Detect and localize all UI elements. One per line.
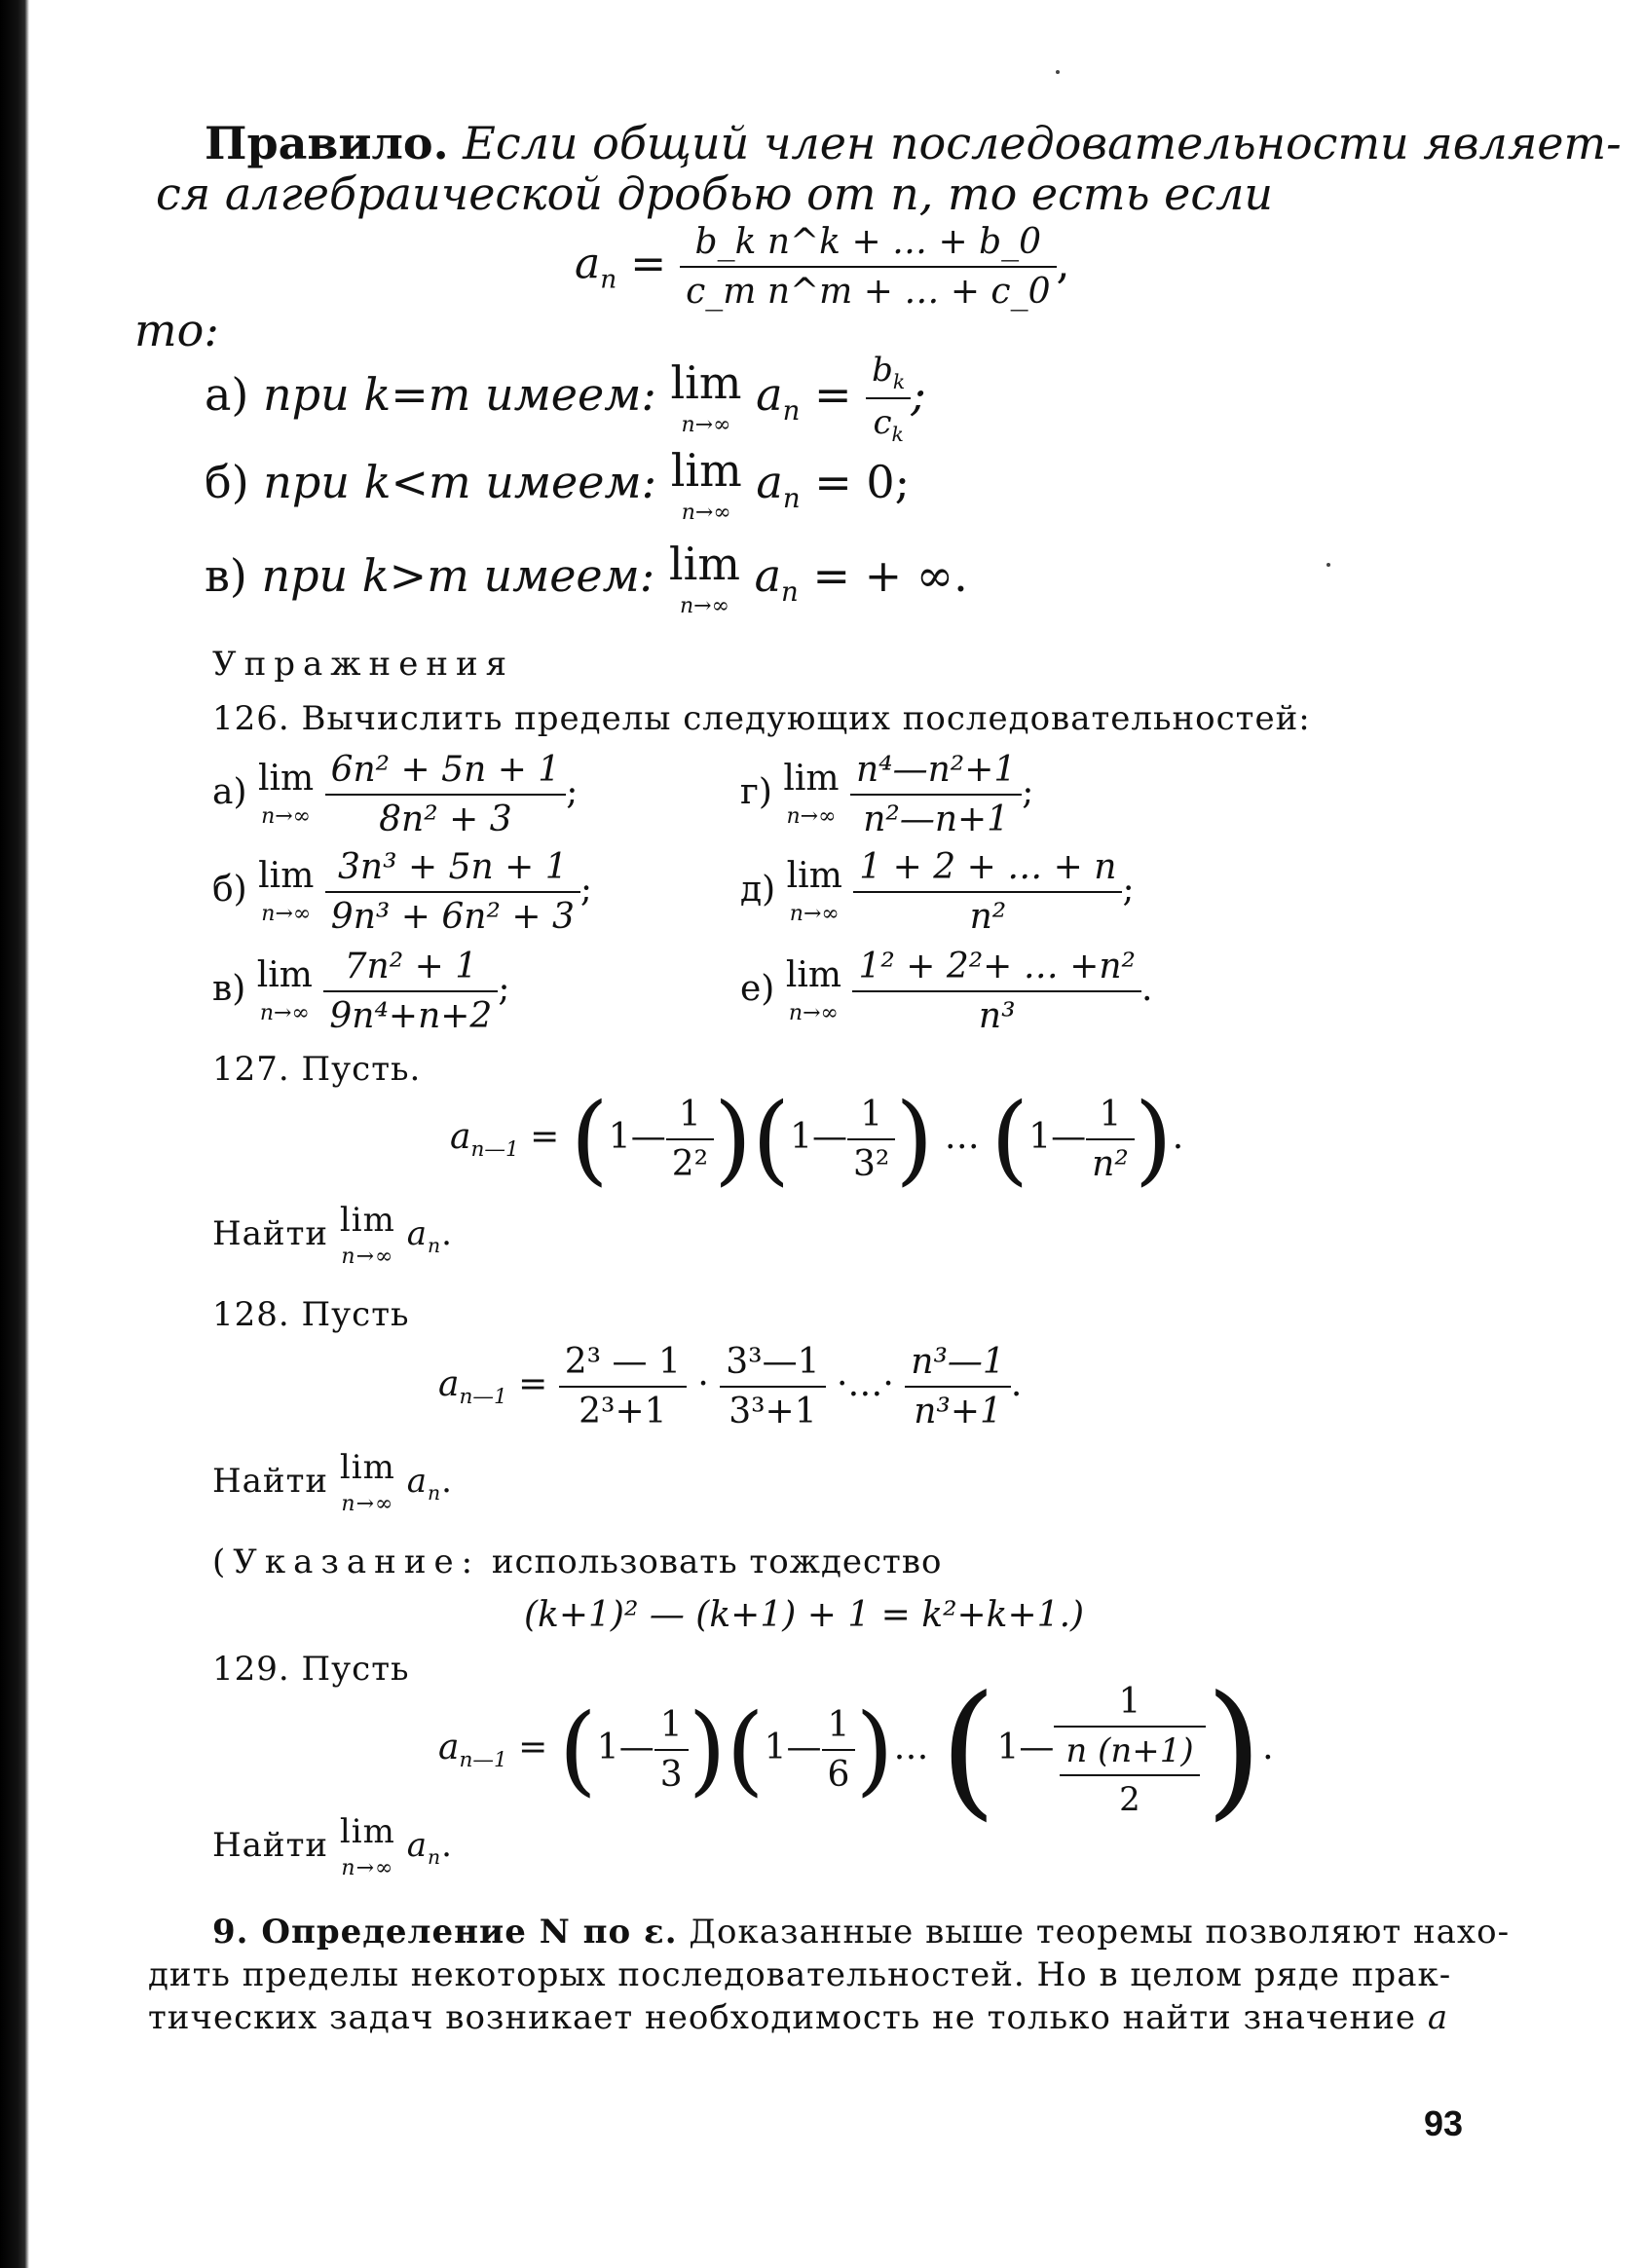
ex126-statement: 126. Вычислить пределы следующих последовательностей: xyxy=(212,699,1311,738)
ex128-statement: 128. Пусть xyxy=(212,1295,410,1334)
ex126-item-b: б) lim n→∞ $\frac{\text{3n³ + 5n + 1}}{\text{9n³ + 6n² + 3}}$ ; xyxy=(212,847,592,937)
section9-line-2: дить пределы некоторых последовательностей. Но в целом ряде прак- xyxy=(148,1955,1452,1994)
section9-line-3: тических задач возникает необходимость не только найти значение a xyxy=(148,1998,1449,2037)
ex126-item-d: г) lim n→∞ $\frac{\text{n⁴—n²+1}}{\text{n²—n+1}}$ ; xyxy=(740,750,1034,839)
ex127-formula: $a_{n—1}$ = (1— $\frac{1}{\text{2²}}$ )(1— $\frac{1}{\text{3²}}$ ) … (1— $\frac{1}{\text{n²}}$ ). xyxy=(450,1082,1184,1196)
book-spine-shadow xyxy=(0,0,29,2268)
section9-line-1: 9. Определение N по ε. Доказанные выше теоремы позволяют нахо- xyxy=(212,1913,1511,1952)
rule-fraction: $\frac{\text{b\_k n\textasciicircum{}k + … + b\_0}}{\text{c\_m n\textasciicircum{}m + … + c\_0}}$ xyxy=(680,222,1056,312)
ex128-hint: (Указание: использовать тождество xyxy=(212,1543,943,1581)
ex128-find: Найти lim n→∞ $a_n$. xyxy=(212,1448,453,1516)
ex129-statement: 129. Пусть xyxy=(212,1650,410,1689)
to-word: то: xyxy=(134,304,219,356)
ex126-item-f: е) lim n→∞ $\frac{\text{1² + 2²+ … +n²}}{\text{n³}}$ . xyxy=(740,947,1153,1036)
rule-line-2: ся алгебраической дробью от n, то есть если xyxy=(156,167,1274,220)
rule-line-1 xyxy=(205,117,1622,169)
case-a: а) при k=m имеем: lim n→∞ $a_n$ = $\frac{b_k}{c_k}$ ; xyxy=(205,351,926,446)
rule-title: Правило. xyxy=(205,117,449,169)
ex129-find: Найти lim n→∞ $a_n$. xyxy=(212,1812,453,1880)
exercises-heading: Упражнения xyxy=(212,645,515,684)
ex128-formula: $a_{n—1}$ = $\frac{\text{2³ — 1}}{\text{2³+1}}$ · $\frac{\text{3³—1}}{\text{3³+1}}$ ·…· $\frac{\text{n³—1}}{\text{n³+1}}$ . xyxy=(438,1342,1023,1431)
case-b: б) при k<m имеем: lim n→∞ $a_n = 0$; xyxy=(205,444,911,525)
scan-speck xyxy=(1326,563,1330,567)
ex126-item-e: д) lim n→∞ $\frac{1 + 2 + \dots + n}{\text{n²}}$ ; xyxy=(740,847,1135,937)
page-number: 93 xyxy=(1424,2103,1464,2143)
ex126-item-a: а) lim n→∞ $\frac{\text{6n² + 5n + 1}}{\text{8n² + 3}}$ ; xyxy=(212,750,579,839)
ex129-formula: $a_{n—1}$ = (1— $\frac{1}{3}$ )(1— $\frac{1}{6}$ )… (1— $\frac{1}{\frac{n (n+1)}{2}}$ ). xyxy=(438,1665,1274,1835)
ex128-identity: (k+1)² — (k+1) + 1 = k²+k+1.) xyxy=(524,1595,1085,1635)
rule-formula: $a_n$ = $\frac{\text{b\_k n\textasciicircum{}k + … + b\_0}}{\text{c\_m n\textasciicircum{}m + … + c\_0}}$ , xyxy=(575,222,1070,312)
ex127-find: Найти lim n→∞ $a_n$. xyxy=(212,1201,453,1269)
ex127-statement: 127. Пусть. xyxy=(212,1050,422,1089)
rule-text-1: Если общий член последовательности являет- xyxy=(463,117,1622,169)
case-c: в) при k>m имеем: lim n→∞ $a_n$ = + ∞. xyxy=(205,538,968,618)
scan-speck xyxy=(1056,70,1060,74)
ex126-item-c: в) lim n→∞ $\frac{\text{7n² + 1}}{\text{9n⁴+n+2}}$ ; xyxy=(212,947,510,1036)
